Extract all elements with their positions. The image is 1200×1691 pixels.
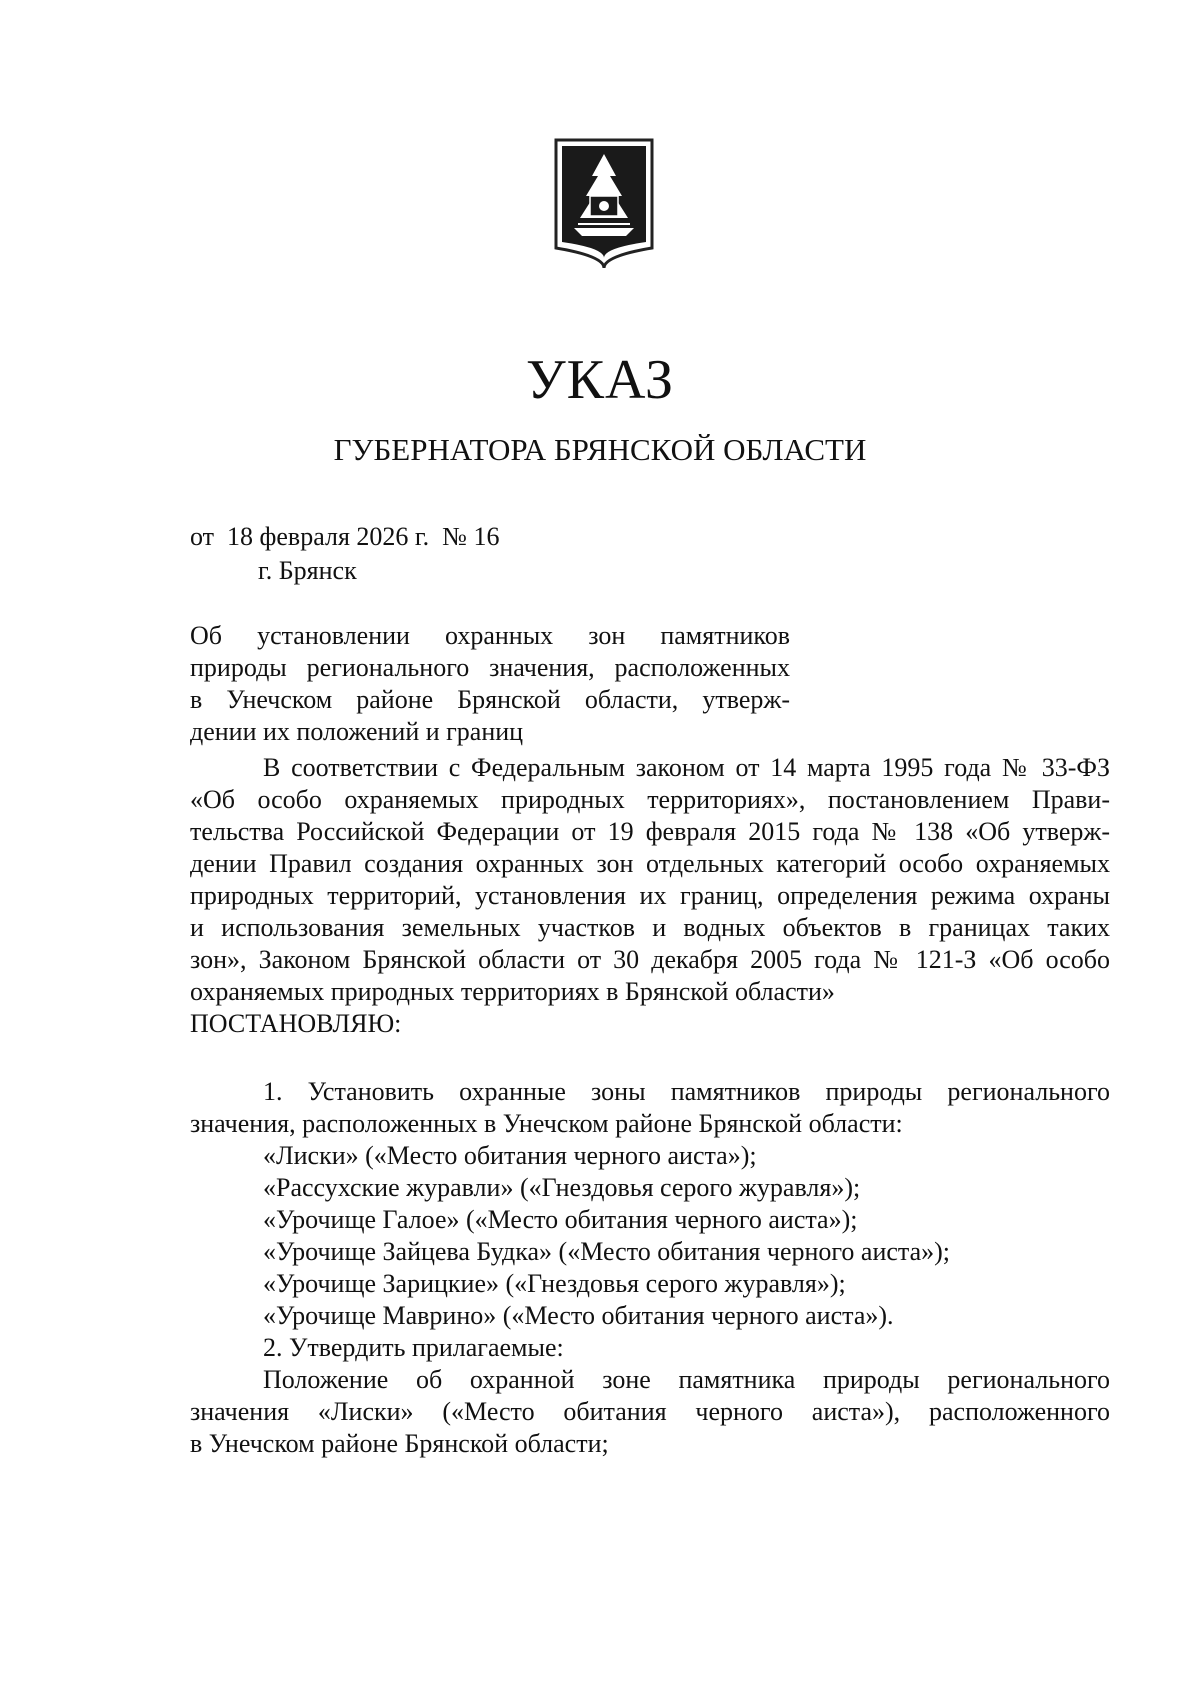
- document-title: УКАЗ: [525, 349, 675, 411]
- preamble-line: дении Правил создания охранных зон отдельных категорий особо охраняемых: [190, 849, 1110, 878]
- list-item: «Урочище Галое» («Место обитания черного аиста»);: [263, 1205, 858, 1234]
- decree-keyword: ПОСТАНОВЛЯЮ:: [190, 1009, 402, 1038]
- item-line: значения, расположенных в Унечском районе Брянской области:: [190, 1109, 903, 1138]
- document-number: № 16: [442, 522, 500, 551]
- item-line: 1. Установить охранные зоны памятников природы регионального: [263, 1077, 1110, 1106]
- subject-line: Об установлении охранных зон памятников: [190, 621, 790, 650]
- document-subtitle: ГУБЕРНАТОРА БРЯНСКОЙ ОБЛАСТИ: [333, 432, 867, 467]
- item-line: Положение об охранной зоне памятника природы регионального: [263, 1365, 1110, 1394]
- list-item: «Урочище Маврино» («Место обитания черного аиста»).: [263, 1301, 894, 1330]
- document-city: г. Брянск: [258, 556, 357, 585]
- decree-items: [190, 1076, 1110, 1460]
- list-item: «Урочище Зайцева Будка» («Место обитания черного аиста»);: [263, 1237, 951, 1266]
- document-date: 18 февраля 2026 г.: [227, 522, 430, 551]
- date-prefix: от: [190, 522, 215, 551]
- list-item: «Урочище Зарицкие» («Гнездовья серого журавля»);: [263, 1269, 846, 1298]
- list-item: «Лиски» («Место обитания черного аиста»);: [263, 1141, 757, 1170]
- item-line: в Унечском районе Брянской области;: [190, 1429, 609, 1458]
- preamble-line: и использования земельных участков и водных объектов в границах таких: [190, 913, 1110, 942]
- subject-line: природы регионального значения, расположенных: [190, 653, 790, 682]
- preamble: [190, 752, 1110, 1040]
- preamble-line: тельства Российской Федерации от 19 февраля 2015 года № 138 «Об утверж-: [190, 817, 1110, 846]
- subject-line: дении их положений и границ: [190, 717, 524, 746]
- item-line: значения «Лиски» («Место обитания черного аиста»), расположенного: [190, 1397, 1110, 1426]
- preamble-line: охраняемых природных территориях в Брянской области»: [190, 977, 835, 1006]
- coat-of-arms-emblem: [554, 138, 654, 270]
- date-line: [190, 522, 499, 552]
- preamble-line: зон», Законом Брянской области от 30 декабря 2005 года № 121-З «Об особо: [190, 945, 1110, 974]
- preamble-line: «Об особо охраняемых природных территориях», постановлением Прави-: [190, 785, 1110, 814]
- item-line: 2. Утвердить прилагаемые:: [263, 1333, 564, 1362]
- preamble-line: природных территорий, установления их границ, определения режима охраны: [190, 881, 1110, 910]
- subject-line: в Унечском районе Брянской области, утверж-: [190, 685, 790, 714]
- list-item: «Рассухские журавли» («Гнездовья серого журавля»);: [263, 1173, 861, 1202]
- preamble-line: В соответствии с Федеральным законом от 14 марта 1995 года № 33-ФЗ: [263, 753, 1110, 782]
- document-subject: [190, 620, 790, 748]
